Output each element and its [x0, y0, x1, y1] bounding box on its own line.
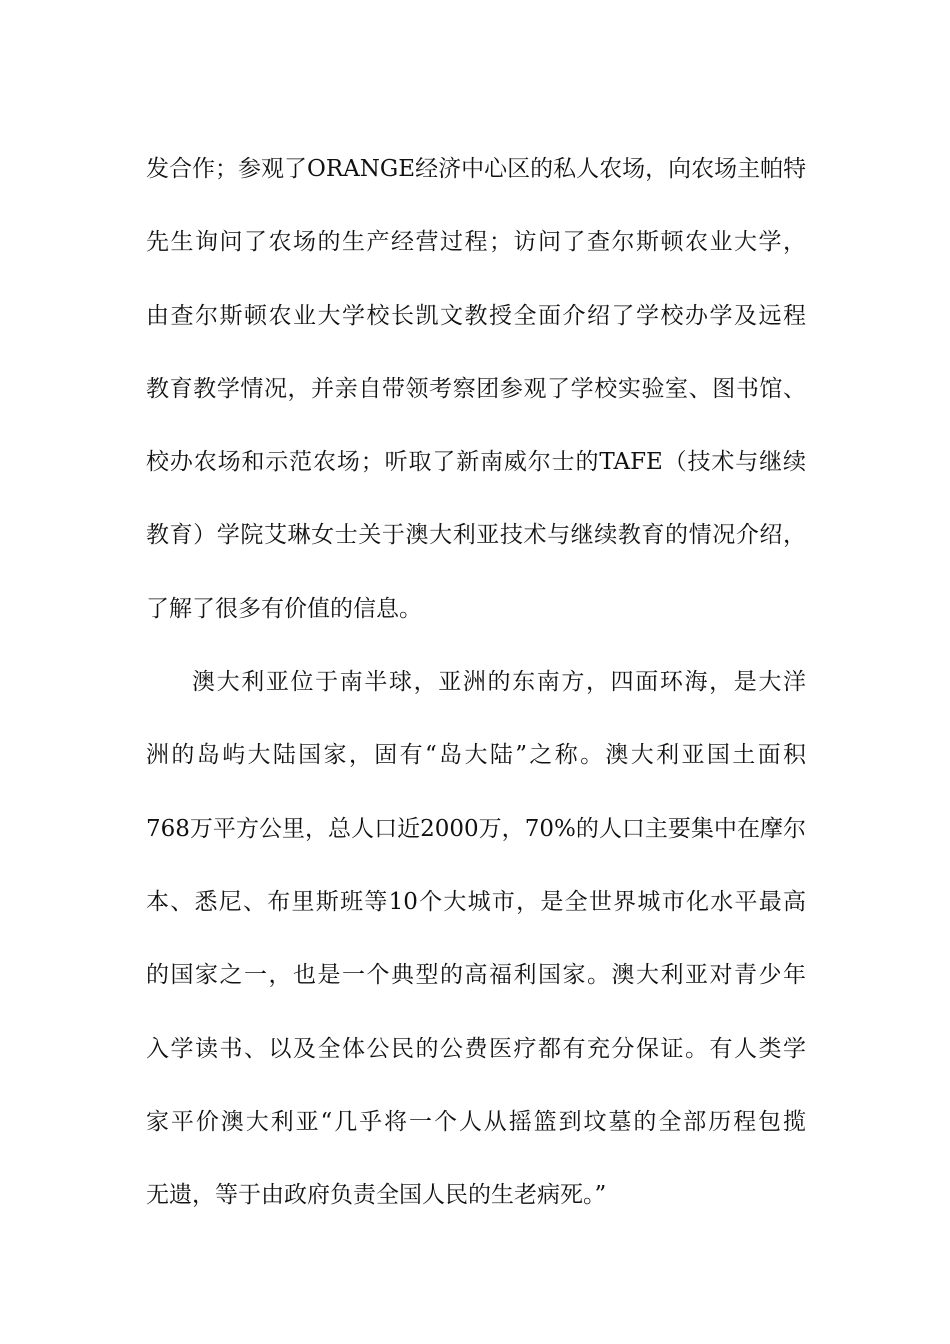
text-line: 澳大利亚位于南半球，亚洲的东南方，四面环海，是大洋 [192, 669, 806, 696]
text-line: 768万平方公里，总人口近2000万，70%的人口主要集中在摩尔 [146, 815, 806, 842]
text-line: 发合作；参观了ORANGE经济中心区的私人农场，向农场主帕特 [146, 156, 807, 182]
body-text [146, 133, 806, 1232]
text-line: 校办农场和示范农场；听取了新南威尔士的TAFE（技术与继续 [146, 449, 806, 476]
text-line: 家平价澳大利亚“几乎将一个人从摇篮到坟墓的全部历程包揽 [146, 1108, 806, 1135]
text-line: 先生询问了农场的生产经营过程；访问了查尔斯顿农业大学， [146, 229, 806, 256]
text-line: 无遗，等于由政府负责全国人民的生老病死。” [146, 1182, 607, 1209]
text-line: 本、悉尼、布里斯班等10个大城市，是全世界城市化水平最高 [146, 888, 806, 915]
text-line: 的国家之一，也是一个典型的高福利国家。澳大利亚对青少年 [146, 962, 806, 989]
text-line: 了解了很多有价值的信息。 [146, 595, 422, 622]
text-line: 入学读书、以及全体公民的公费医疗都有充分保证。有人类学 [146, 1035, 806, 1062]
text-line: 洲的岛屿大陆国家，固有“岛大陆”之称。澳大利亚国土面积 [146, 742, 806, 769]
text-line: 由查尔斯顿农业大学校长凯文教授全面介绍了学校办学及远程 [146, 302, 806, 329]
text-line: 教育）学院艾琳女士关于澳大利亚技术与继续教育的情况介绍， [146, 522, 806, 549]
text-line: 教育教学情况，并亲自带领考察团参观了学校实验室、图书馆、 [146, 375, 806, 402]
paragraph-australia-overview [146, 646, 806, 1232]
paragraph-cooperation-visits [146, 133, 806, 646]
